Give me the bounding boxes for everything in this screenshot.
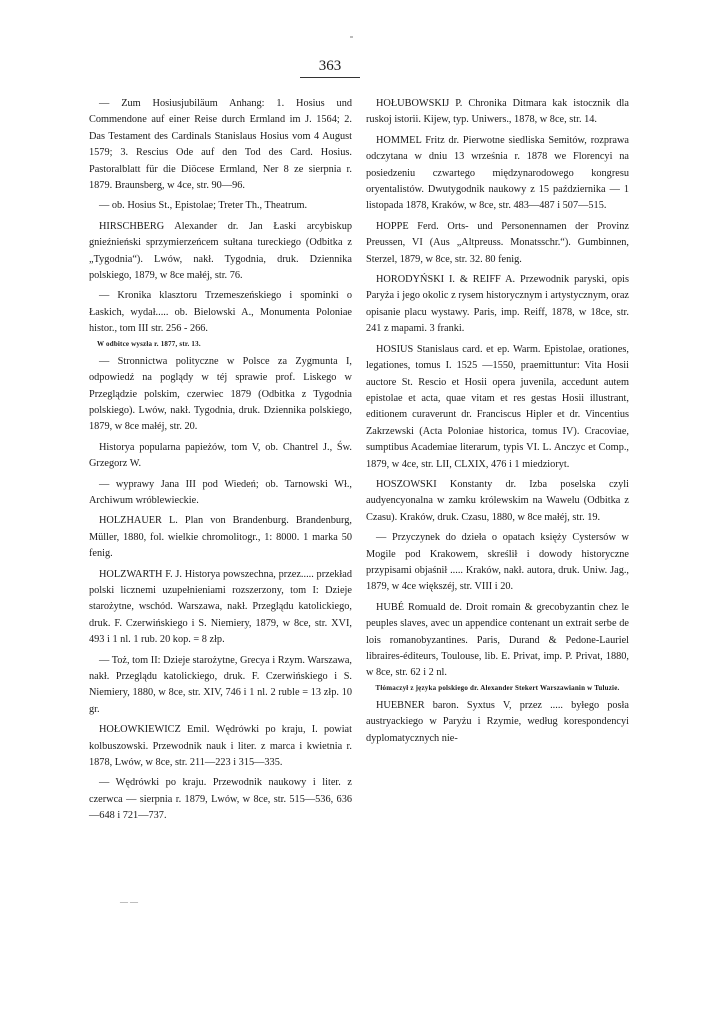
entry-hoszowski-przyczynek: — Przyczynek do dzieła o opatach księży Cystersów w Mogile pod Krakowem, skreślił i dowody historyczne przypisami objaśnił ..... Kraków, nakł. autora, druk. Uniw. Jag., 1879, w 4ce większéj, str. VIII i 20. [366,532,629,593]
page-number: 363 [300,58,360,78]
entry-hosius-epistolae: HOSIUS Stanislaus card. et ep. Warm. Epistolae, orationes, legationes, tomus I. 1525 —1550, praemittuntur: Vita Hosii auctore St. Rescio et Hosii opera juvenila, accedunt autem epistolae et acta, quae vitam et res gestas Hosii illustrant, editionem curaverunt dr. Franciscus Hipler et dr. Vincentius Zakrzewski (Acta Poloniae historica, tomus IV). Cracoviae, sumptibus Academiae literarum, typis VI. L. Anczyc et Comp., 1879, w 4ce, str. LII, CLXIX, 476 i 1 miedzioryt. [366,343,629,470]
entry-historya-papiezow: Historya popularna papieżów, tom V, ob. Chantrel J., Św. Grzegorz W. [89,441,352,470]
entry-horodynski-reiff: HORODYŃSKI I. & REIFF A. Przewodnik paryski, opis Paryża i jego okolic z rysem historycznym i artystycznym, oraz opisanie placu wystawy. Paris, imp. Reiff, 1878, w 18ce, str. 241 z mapami. 3 franki. [366,274,629,335]
note-tlomaczyl: Tłómaczył z języka polskiego dr. Alexander Stekert Warszawianin w Tuluzie. [375,683,620,692]
entry-holowkiewicz-1: HOŁOWKIEWICZ Emil. Wędrówki po kraju, I. powiat kolbuszowski. Przewodnik nauk i liter. z marca i kwietnia r. 1878, Lwów, w 8ce, str. 211—223 i 315—335. [89,724,352,769]
entry-holubowskij: HOŁUBOWSKIJ P. Chronika Ditmara kak istocznik dla ruskoj istorii. Kijew, typ. Uniwers., 1878, w 8ce, str. 14. [366,98,629,126]
entry-hirschberg-laski: HIRSCHBERG Alexander dr. Jan Łaski arcybiskup gnieźnieński sprzymierzeńcem sułtana tureckiego (Odbitka z „Tygodnia“). Lwów, nakł. Tygodnia, druk. Dziennika polskiego, 1879, w 8ce małéj, str. 76. [89,220,352,282]
entry-hirschberg-kronika: — Kronika klasztoru Trzemeszeńskiego i spominki o Łaskich, wydał..... ob. Bielowski A., Monumenta Poloniae histor., tom III str. 256 - 266. [89,290,352,335]
entry-huebner: HUEBNER baron. Syxtus V, przez ..... byłego posła austryackiego w Paryżu i Rzymie, według korespondencyi dyplomatycznych nie- [366,699,629,744]
left-column [89,96,352,829]
entry-holzhauer: HOLZHAUER L. Plan von Brandenburg. Brandenburg, Müller, 1880, fol. wielkie chromolitogr., 1: 8000. 1 marka 50 fenig. [89,515,352,560]
entry-holzwarth-tom2: — Toż, tom II: Dzieje starożytne, Grecya i Rzym. Warszawa, nakł. Przeglądu katolickiego, druk. F. Czerwińskiego i S. Niemiery, 1880, w 8ce, str. XIV, 746 i 1 nl. 2 ruble = 13 złp. 10 gr. [89,654,352,715]
entry-hommel: HOMMEL Fritz dr. Pierwotne siedliska Semitów, rozprawa odczytana w dniu 13 września r. 1878 we Florencyi na posiedzeniu czwartego międzynarodowego kongresu oryentalistów. Dwutygodnik naukowy z 15 października — 1 listopada 1878, Kraków, w 8ce, str. 483—487 i 507—515. [366,134,629,212]
entry-holzwarth-tom1: HOLZWARTH F. J. Historya powszechna, przez..... przekład polski licznemi uzupełnieniami rozszerzony, tom I: Dzieje starożytne, wschód. Warszawa, nakł. Przeglądu katolickiego, druk. F. Czerwińskiego i S. Niemiery, 1879, w 8ce, str. XVI, 493 i 1 nl. 1 rub. 20 kop. = 8 złp. [89,568,352,646]
entry-wyprawy-jana: — wyprawy Jana III pod Wiedeń; ob. Tarnowski Wł., Archiwum wróblewieckie. [89,478,352,506]
entry-hoppe: HOPPE Ferd. Orts- und Personennamen der Provinz Preussen, VI (Aus „Altpreuss. Monatsschr.“). Gumbinnen, Sterzel, 1879, w 8ce, str. 32. 80 fenig. [366,220,629,265]
scan-speck [350,36,353,38]
entry-hosius-jubilaeum: — Zum Hosiusjubiläum Anhang: 1. Hosius und Commendone auf einer Reise durch Ermland im J. 1564; 2. Das Testament des Cardinals Stanislaus Hosius vom 4 August 1579; 3. Rescius Ode auf den Tod des Card. Hosius. Pastoralblatt für die Diöcese Ermland, Ner 8 ze sierpnia r. 1879. Braunsberg, w 4ce, str. 90—96. [89,98,352,192]
entry-holowkiewicz-2: — Wędrówki po kraju. Przewodnik naukowy i liter. z czerwca — sierpnia r. 1879, Lwów, w 8ce, str. 515—536, 636—648 i 721—737. [89,777,352,822]
right-column [366,96,629,751]
entry-hoszowski-izba: HOSZOWSKI Konstanty dr. Izba poselska czyli audyencyonalna w zamku królewskim na Wawelu (Odbitka z Czasu). Kraków, druk. Czasu, 1880, w 8ce małéj, str. 19. [366,478,629,523]
entry-hosius-crossref: — ob. Hosius St., Epistolae; Treter Th., Theatrum. [99,200,308,212]
note-odbitka: W odbitce wyszła r. 1877, str. 13. [97,339,201,348]
footer-mark: — — [120,897,138,906]
entry-hube: HUBÉ Romuald de. Droit romain & grecobyzantin chez le peuples slaves, avec un appendice contenant un extrait serbe de lois romanobyzantines. Paris, Durand & Pedone-Lauriel libraires-éditeurs, Toulouse, lib. E. Privat, imp. P. Privat, 1880, w 8ce, str. 62 i 2 nl. [366,601,629,679]
entry-hirschberg-stronnictwa: — Stronnictwa polityczne w Polsce za Zygmunta I, odpowiedź na poglądy w téj sprawie prof. Liskego w Przeglądzie polskim, czerwiec 1879 (Odbitka z Tygodnia polskiego). Lwów, nakł. Tygodnia, druk. Dziennika polskiego, 1879, w 8ce małéj, str. 20. [89,355,352,433]
